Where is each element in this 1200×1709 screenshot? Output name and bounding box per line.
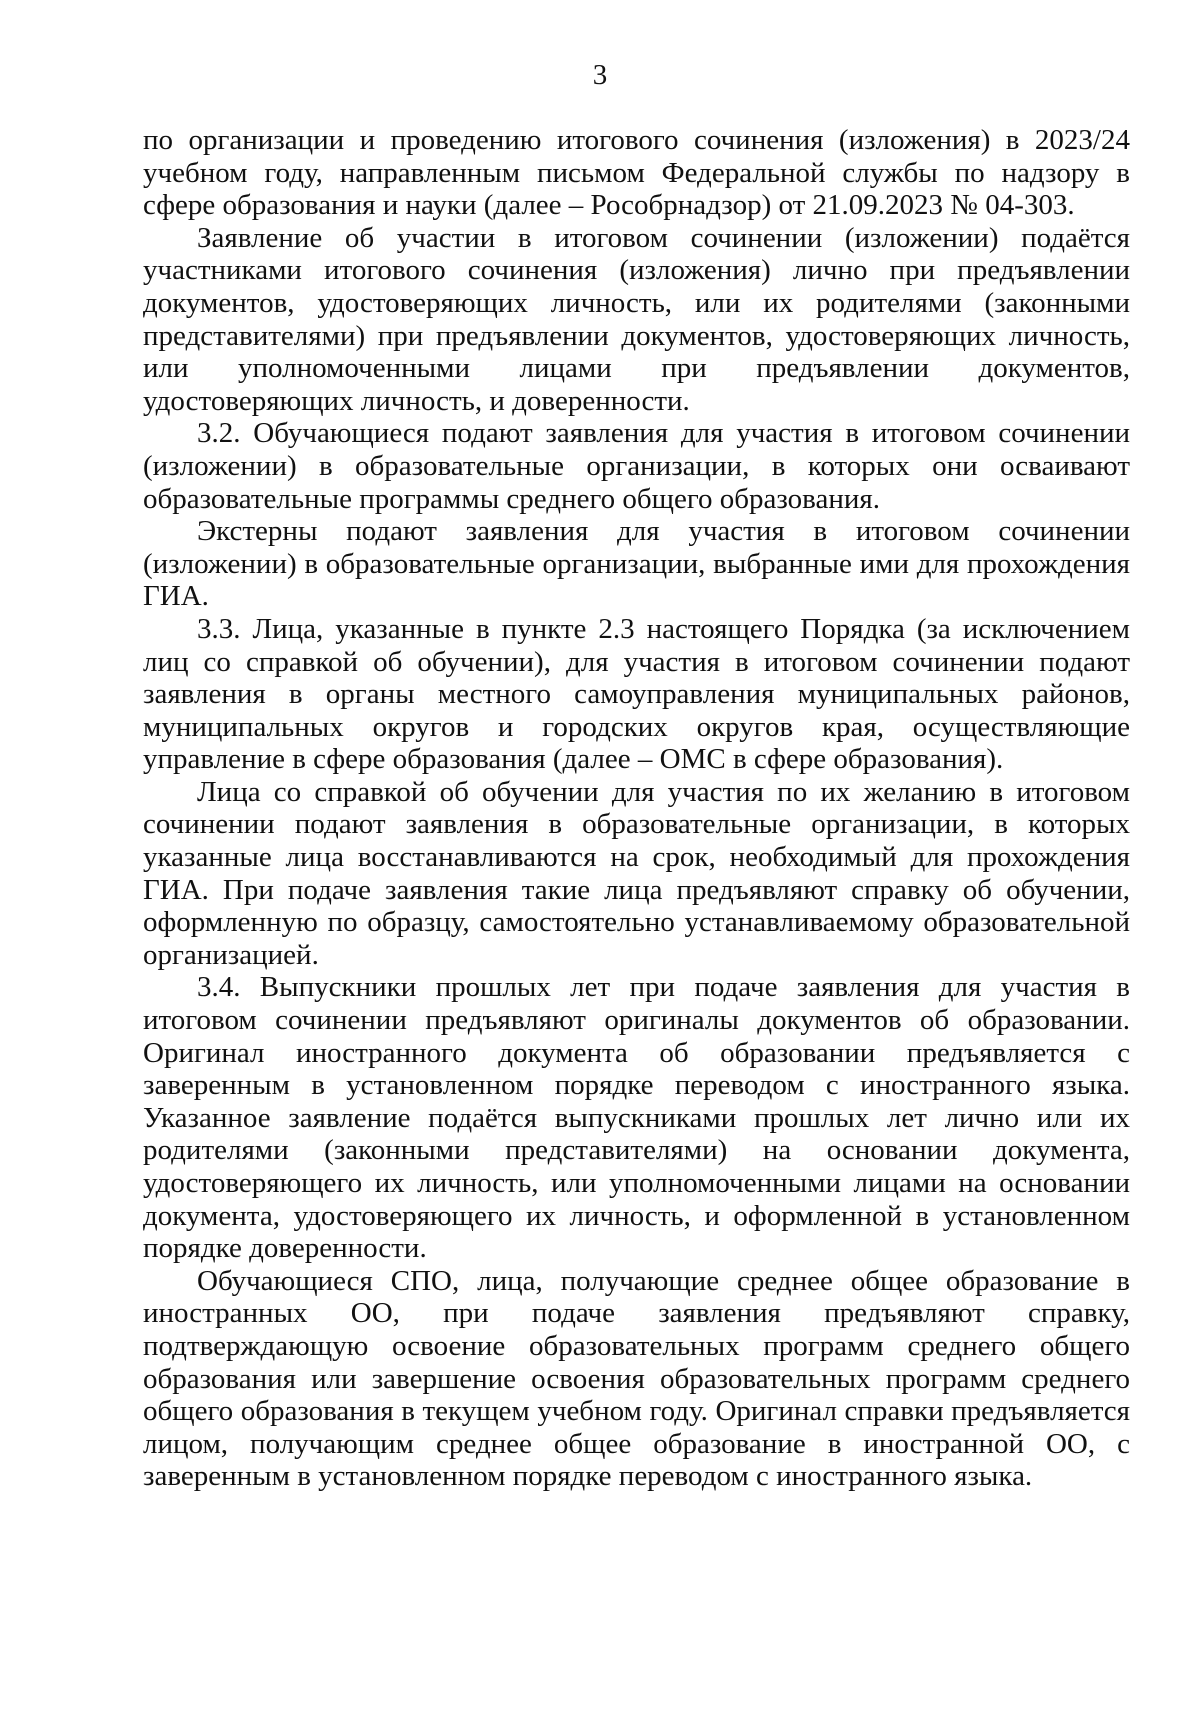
page-number: 3 — [592, 59, 608, 91]
paragraph-externs: Экстерны подают заявления для участия в итоговом сочинении (изложении) в образовательные организации, выбранные ими для прохождения ГИА. — [143, 515, 1130, 613]
paragraph-spo-students: Обучающиеся СПО, лица, получающие среднее общее образование в иностранных ОО, при подаче заявления предъявляют справку, подтверждающую освоение образовательных программ среднего общего образования или завершение освоения образовательных программ среднего общего образования в текущем учебном году. Оригинал справки предъявляется лицом, получающим среднее общее образование в иностранной ОО, с заверенным в установленном порядке переводом с иностранного языка. — [143, 1264, 1130, 1493]
paragraph-3-4: 3.4. Выпускники прошлых лет при подаче заявления для участия в итоговом сочинении предъявляют оригиналы документов об образовании. Оригинал иностранного документа об образовании предъявляется с заверенным в установленном порядке переводом с иностранного языка. Указанное заявление подаётся выпускниками прошлых лет лично или их родителями (законными представителями) на основании документа, удостоверяющего их личность, или уполномоченными лицами на основании документа, удостоверяющего их личность, и оформленной в установленном порядке доверенности. — [143, 971, 1130, 1265]
document-body — [143, 124, 1130, 1493]
paragraph-certificate-holders: Лица со справкой об обучении для участия по их желанию в итоговом сочинении подают заявления в образовательные организации, в которых указанные лица восстанавливаются на срок, необходимый для прохождения ГИА. При подаче заявления такие лица предъявляют справку об обучении, оформленную по образцу, самостоятельно устанавливаемому образовательной организацией. — [143, 775, 1130, 971]
paragraph-application-submission: Заявление об участии в итоговом сочинении (изложении) подаётся участниками итогового сочинения (изложения) лично при предъявлении документов, удостоверяющих личность, или их родителями (законными представителями) при предъявлении документов, удостоверяющих личность, или уполномоченными лицами при предъявлении документов, удостоверяющих личность, и доверенности. — [143, 221, 1130, 417]
paragraph-3-3: 3.3. Лица, указанные в пункте 2.3 настоящего Порядка (за исключением лиц со справкой об обучении), для участия в итоговом сочинении подают заявления в органы местного самоуправления муниципальных районов, муниципальных округов и городских округов края, осуществляющие управление в сфере образования (далее – ОМС в сфере образования). — [143, 612, 1130, 776]
paragraph-continuation: по организации и проведению итогового сочинения (изложения) в 2023/24 учебном году, направленным письмом Федеральной службы по надзору в сфере образования и науки (далее – Рособрнадзор) от 21.09.2023 № 04-303. — [143, 124, 1130, 222]
paragraph-3-2: 3.2. Обучающиеся подают заявления для участия в итоговом сочинении (изложении) в образовательные организации, в которых они осваивают образовательные программы среднего общего образования. — [143, 417, 1130, 515]
